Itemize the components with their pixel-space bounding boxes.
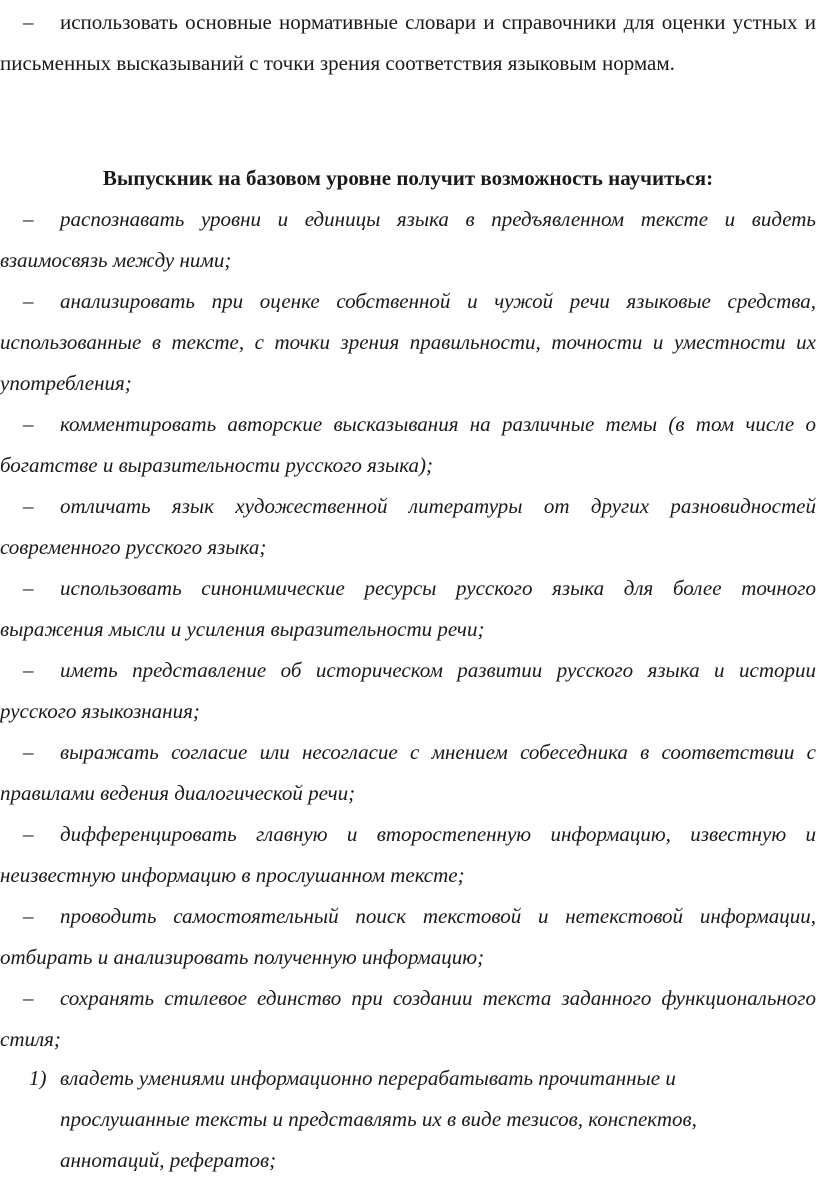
opportunity-item bbox=[0, 404, 816, 486]
opportunity-text: дифференцировать главную и второстепенную информацию, известную и неизвестную информацию в прослушанном тексте; bbox=[0, 822, 816, 887]
dash-marker: – bbox=[23, 207, 34, 231]
opportunity-text: отличать язык художественной литературы от других разновидностей современного русского языка; bbox=[0, 494, 816, 559]
dash-marker: – bbox=[23, 289, 34, 313]
opportunity-item bbox=[0, 199, 816, 281]
opportunity-item bbox=[0, 896, 816, 978]
opportunity-text: использовать синонимические ресурсы русского языка для более точного выражения мысли и усиления выразительности речи; bbox=[0, 576, 816, 641]
dash-marker: – bbox=[23, 904, 34, 928]
opportunity-item bbox=[0, 814, 816, 896]
dash-marker: – bbox=[23, 412, 34, 436]
opportunity-text: комментировать авторские высказывания на различные темы (в том числе о богатстве и выразительности русского языка); bbox=[0, 412, 816, 477]
dash-marker: – bbox=[23, 494, 34, 518]
opportunity-text: иметь представление об историческом развитии русского языка и истории русского языкознания; bbox=[0, 658, 816, 723]
requirement-text: использовать основные нормативные словари и справочники для оценки устных и письменных высказываний с точки зрения соответствия языковым нормам. bbox=[0, 10, 816, 75]
dash-marker: – bbox=[23, 740, 34, 764]
dash-marker: – bbox=[23, 986, 34, 1010]
opportunity-text: выражать согласие или несогласие с мнением собеседника в соответствии с правилами ведения диалогической речи; bbox=[0, 740, 816, 805]
dash-marker: – bbox=[23, 822, 34, 846]
section-heading: Выпускник на базовом уровне получит возможность научиться: bbox=[102, 166, 714, 190]
opportunity-text: проводить самостоятельный поиск текстовой и нетекстовой информации, отбирать и анализировать полученную информацию; bbox=[0, 904, 816, 969]
numbered-item bbox=[29, 1058, 800, 1181]
opportunity-item bbox=[0, 486, 816, 568]
dash-marker: – bbox=[23, 576, 34, 600]
opportunity-item bbox=[0, 650, 816, 732]
dash-marker: – bbox=[23, 10, 34, 34]
opportunity-text: распознавать уровни и единицы языка в предъявленном тексте и видеть взаимосвязь между ними; bbox=[0, 207, 816, 272]
opportunity-text: анализировать при оценке собственной и чужой речи языковые средства, использованные в тексте, с точки зрения правильности, точности и уместности их употребления; bbox=[0, 289, 816, 395]
opportunity-item bbox=[0, 568, 816, 650]
requirement-item bbox=[0, 2, 816, 84]
opportunity-item bbox=[0, 978, 816, 1060]
opportunity-item bbox=[0, 281, 816, 404]
opportunity-text: сохранять стилевое единство при создании текста заданного функционального стиля; bbox=[0, 986, 816, 1051]
number-marker: 1) bbox=[29, 1066, 47, 1090]
opportunity-item bbox=[0, 732, 816, 814]
numbered-item-text: владеть умениями информационно перерабатывать прочитанные и прослушанные тексты и представлять их в виде тезисов, конспектов, аннотаций, рефератов; bbox=[60, 1066, 697, 1172]
dash-marker: – bbox=[23, 658, 34, 682]
